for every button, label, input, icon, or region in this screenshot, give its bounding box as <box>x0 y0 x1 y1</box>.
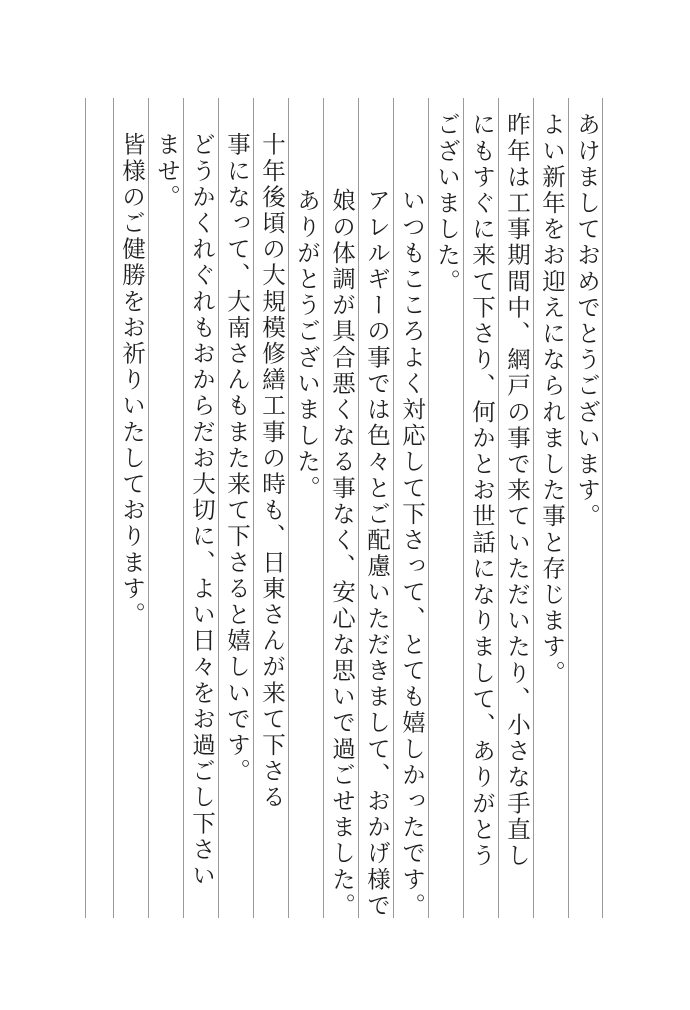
letter-line-10: 十年後頃の大規模修繕工事の時も、日東さんが来て下さる <box>258 132 286 811</box>
letter-line-4: にもすぐに来て下さり、何かとお世話になりまして、ありがとう <box>468 112 496 869</box>
letter-line-14: 皆様のご健勝をお祈りいたしております。 <box>118 132 146 628</box>
ruled-line <box>183 98 184 918</box>
ruled-line <box>253 98 254 918</box>
ruled-line <box>218 98 219 918</box>
letter-line-3: 昨年は工事期間中、網戸の事で来ていただいたり、小さな手直し <box>503 112 531 869</box>
ruled-line <box>602 98 603 918</box>
letter-line-8: 娘の体調が具合悪くなる事なく、安心な思いで過ごせました。 <box>328 188 356 919</box>
ruled-line <box>568 98 569 918</box>
letter-line-12: どうかくれぐれもおからだお大切に、よい日々をお過ごし下さい <box>188 132 216 889</box>
letter-line-11: 事になって、大南さんもまた来て下さると嬉しいです。 <box>223 132 251 785</box>
letter-line-5: ございました。 <box>433 112 461 295</box>
ruled-line <box>393 98 394 918</box>
ruled-line <box>463 98 464 918</box>
letter-line-1: あけましておめでとうございます。 <box>573 112 601 530</box>
ruled-line <box>428 98 429 918</box>
ruled-line <box>533 98 534 918</box>
ruled-line <box>85 98 86 918</box>
letter-line-6: いつもこころよく対応して下さって、とても嬉しかったです。 <box>398 188 426 919</box>
ruled-line <box>113 98 114 918</box>
letter-line-7: アレルギーの事では色々とご配慮いただきまして、おかげ様で <box>363 188 391 919</box>
ruled-line <box>323 98 324 918</box>
ruled-line <box>498 98 499 918</box>
ruled-line <box>148 98 149 918</box>
ruled-line <box>288 98 289 918</box>
letter-line-2: よい新年をお迎えになられました事と存じます。 <box>538 112 566 687</box>
letter-line-13: ませ。 <box>153 132 181 211</box>
letter-line-9: ありがとうございました。 <box>293 188 321 502</box>
ruled-line <box>358 98 359 918</box>
